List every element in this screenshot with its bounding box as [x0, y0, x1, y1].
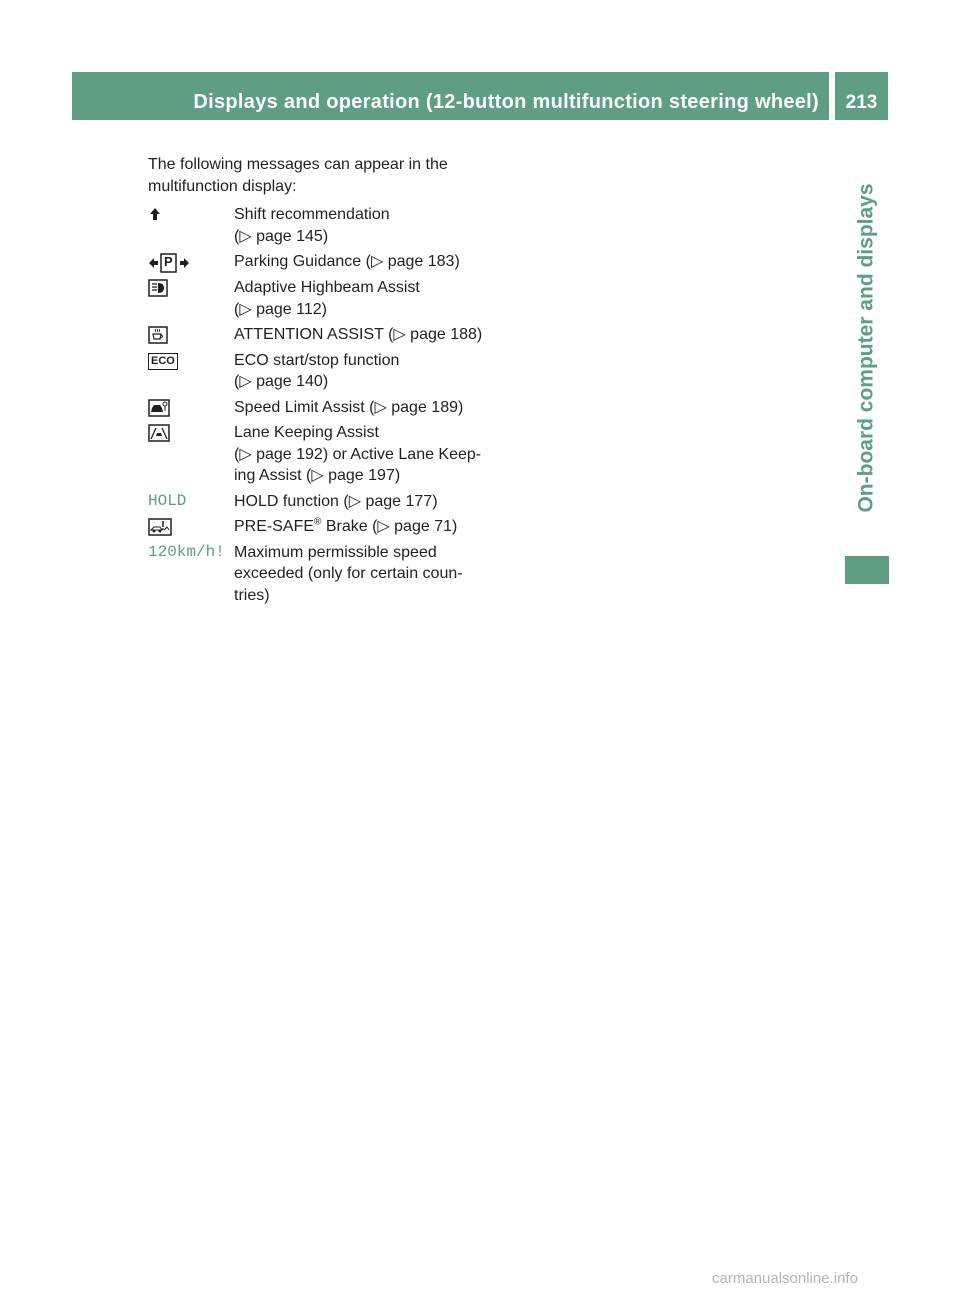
symbol-cell [148, 350, 234, 393]
eco-icon: ECO [148, 353, 178, 370]
symbol-cell [148, 324, 234, 346]
description [234, 350, 488, 393]
header-page-box [835, 72, 888, 120]
adaptive-highbeam-icon [148, 279, 168, 297]
header-bar [72, 72, 829, 120]
description-line: (▷ page 192) or Active Lane Keep- [234, 445, 482, 463]
symbol-cell [148, 516, 234, 538]
registered-mark: ® [314, 516, 322, 528]
description-line: tries) [234, 586, 270, 604]
description [234, 542, 488, 607]
description-line: ATTENTION ASSIST (▷ page 188) [234, 326, 483, 343]
description [234, 397, 488, 419]
description [234, 491, 488, 513]
page-header-title: Displays and operation (12-button multifunction steering wheel) [193, 91, 819, 113]
list-item [148, 542, 488, 607]
description-line: Adaptive Highbeam Assist [234, 279, 420, 296]
description-line: Maximum permissible speed [234, 543, 437, 561]
side-tab-marker [845, 556, 889, 584]
description [234, 251, 488, 273]
description-line: ing Assist (▷ page 197) [234, 467, 401, 484]
symbol-cell [148, 491, 234, 513]
list-item [148, 422, 488, 487]
description [234, 204, 488, 247]
description-line: Shift recommendation [234, 206, 390, 223]
intro-text: The following messages can appear in the multifunction display: [148, 156, 448, 195]
speed-limit-assist-icon [148, 399, 170, 417]
description-line: exceeded (only for certain coun- [234, 565, 463, 582]
list-item [148, 491, 488, 513]
symbol-cell [148, 204, 234, 247]
symbol-cell [148, 251, 234, 273]
side-tab [845, 148, 889, 548]
shift-up-arrow-icon [148, 206, 162, 224]
lane-keeping-icon [148, 424, 170, 442]
side-tab-label: On-board computer and displays [855, 183, 878, 513]
list-item [148, 277, 488, 320]
description [234, 324, 488, 346]
description-line: HOLD function (▷ page 177) [234, 492, 438, 510]
list-item [148, 251, 488, 273]
page-number: 213 [845, 92, 878, 113]
list-item [148, 324, 488, 346]
coffee-cup-icon [148, 326, 168, 344]
description-line: Lane Keeping Assist [234, 424, 379, 441]
symbol-cell [148, 397, 234, 419]
description-line: Parking Guidance (▷ page 183) [234, 253, 460, 270]
description-line: (▷ page 145) [234, 227, 329, 245]
message-list-section [148, 154, 488, 610]
description-line: PRE-SAFE [234, 518, 315, 535]
symbol-cell [148, 422, 234, 487]
description-line: ECO start/stop function [234, 351, 400, 369]
description-line: Speed Limit Assist (▷ page 189) [234, 398, 464, 416]
description [234, 277, 488, 320]
hold-display-text: HOLD [148, 491, 187, 510]
description-line: Brake (▷ page 71) [321, 518, 458, 535]
speed-display-text: 120km/h! [148, 542, 225, 561]
list-item [148, 397, 488, 419]
pre-safe-brake-icon [148, 518, 172, 536]
parking-letter: P [164, 254, 173, 269]
description [234, 516, 488, 538]
description-line: (▷ page 140) [234, 373, 329, 390]
list-item [148, 350, 488, 393]
description-line: (▷ page 112) [234, 300, 327, 318]
symbol-cell [148, 542, 234, 607]
list-item [148, 516, 488, 538]
watermark-footer: carmanualsonline.info [712, 1270, 858, 1287]
symbol-cell [148, 277, 234, 320]
list-item [148, 204, 488, 247]
description [234, 422, 488, 487]
